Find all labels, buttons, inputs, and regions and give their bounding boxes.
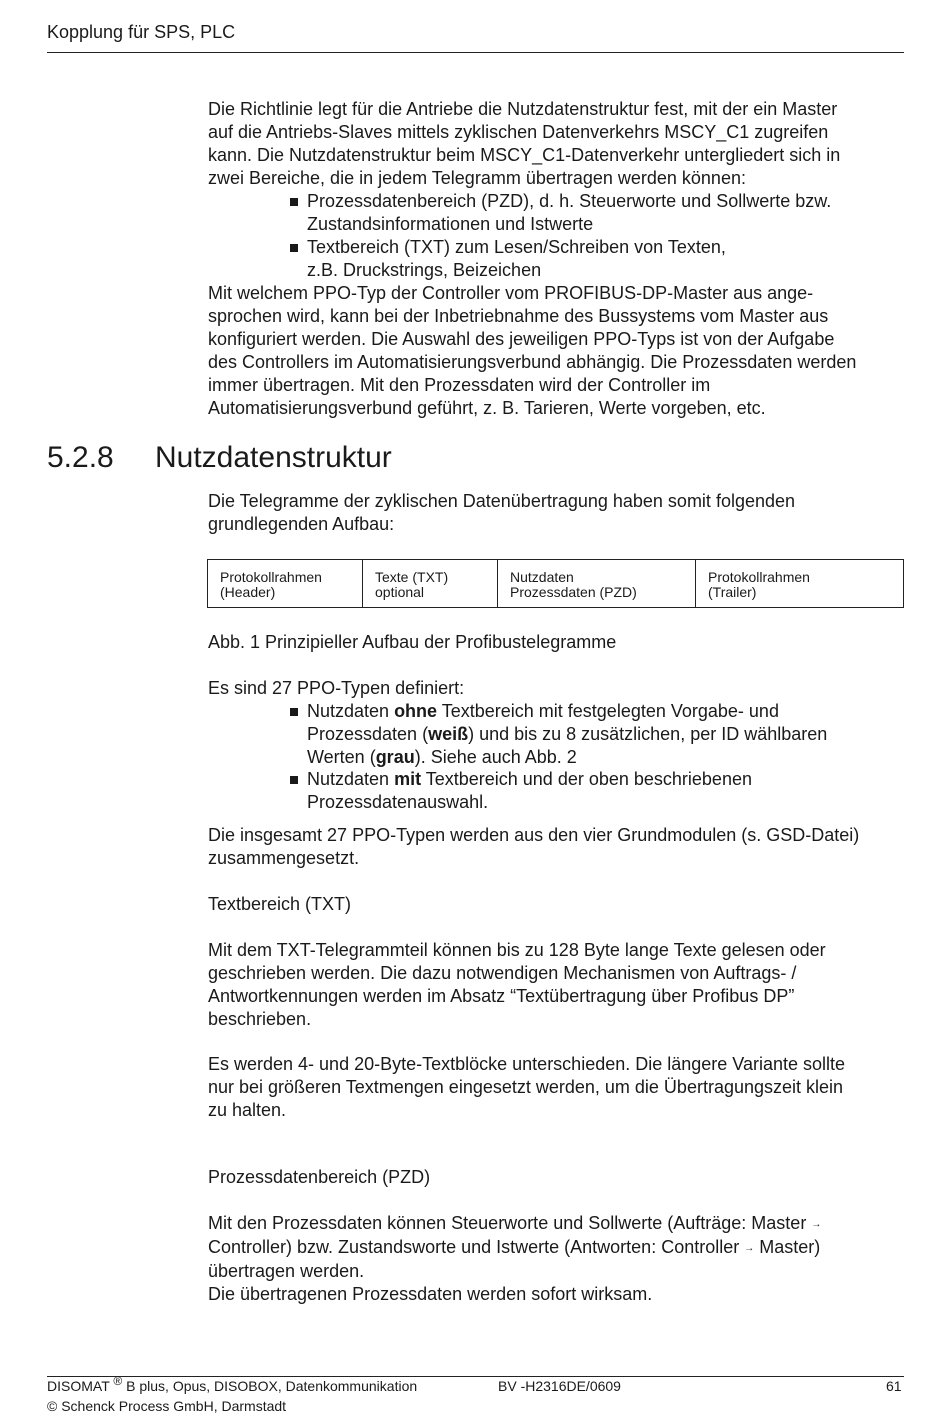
cell-line: (Trailer) — [708, 584, 757, 600]
txt-heading — [208, 893, 908, 916]
text-line: geschrieben werden. Die dazu notwendigen Mechanismen von Auftrags- / — [208, 963, 797, 983]
text-line: grundlegenden Aufbau: — [208, 514, 395, 534]
text-line: beschrieben. — [208, 1009, 312, 1029]
text-line: zusammengesetzt. — [208, 848, 360, 868]
cell-line: Protokollrahmen — [220, 569, 322, 585]
footer-divider — [47, 1376, 904, 1377]
text-line: Prozessdaten (weiß) und bis zu 8 zusätzlichen, per ID wählbaren — [307, 724, 828, 744]
bullet-with-text — [288, 768, 752, 814]
bullet-square-icon — [290, 776, 298, 784]
text-line: Die Telegramme der zyklischen Datenübertragung haben somit folgenden — [208, 491, 796, 511]
text-line: Die Richtlinie legt für die Antriebe die Nutzdatenstruktur fest, mit der ein Master — [208, 99, 838, 119]
footer-product: DISOMAT ® B plus, Opus, DISOBOX, Datenkommunikation — [47, 1374, 418, 1394]
cell-line: optional — [375, 584, 425, 600]
section-number: 5.2.8 — [47, 441, 114, 474]
txt-paragraph-1 — [208, 939, 908, 1031]
table-cell-texts — [363, 560, 498, 607]
table-cell-trailer — [696, 560, 903, 607]
figure-caption — [208, 631, 908, 654]
cell-line: Prozessdaten (PZD) — [510, 584, 637, 600]
pzd-heading — [208, 1166, 908, 1189]
ppo-types-intro — [208, 677, 908, 700]
bullet-txt — [288, 236, 726, 282]
text-line: zu halten. — [208, 1100, 287, 1120]
ppo-paragraph — [208, 282, 908, 420]
page-number: 61 — [886, 1378, 902, 1394]
cell-line: Nutzdaten — [510, 569, 574, 585]
bullet-square-icon — [290, 198, 298, 206]
text-line: Textbereich (TXT) zum Lesen/Schreiben von Texten, — [307, 237, 726, 257]
text-line: Mit welchem PPO-Typ der Controller vom PROFIBUS-DP-Master aus ange- — [208, 283, 814, 303]
cell-line: Protokollrahmen — [708, 569, 810, 585]
bullet-without-text — [288, 700, 827, 769]
text-line: Prozessdatenbereich (PZD), d. h. Steuerworte und Sollwerte bzw. — [307, 191, 832, 211]
ppo-summary — [208, 824, 908, 870]
text-line: sprochen wird, kann bei der Inbetriebnahme des Bussystems vom Master aus — [208, 306, 829, 326]
arrow-right-icon: → — [744, 1243, 755, 1254]
arrow-right-icon: → — [811, 1219, 822, 1230]
text-line: auf die Antriebs-Slaves mittels zyklischen Datenverkehrs MSCY_C1 zugreifen — [208, 122, 829, 142]
text-line: Abb. 1 Prinzipieller Aufbau der Profibustelegramme — [208, 632, 617, 652]
text-line: Prozessdatenauswahl. — [307, 792, 489, 812]
text-line: immer übertragen. Mit den Prozessdaten wird der Controller im — [208, 375, 711, 395]
text-line: Prozessdatenbereich (PZD) — [208, 1167, 431, 1187]
cell-line: (Header) — [220, 584, 276, 600]
table-cell-payload — [498, 560, 696, 607]
text-line: kann. Die Nutzdatenstruktur beim MSCY_C1-Datenverkehr untergliedert sich in — [208, 145, 841, 165]
text-line: Zustandsinformationen und Istwerte — [307, 214, 594, 234]
cell-line: Texte (TXT) — [375, 569, 449, 585]
running-header: Kopplung für SPS, PLC — [47, 22, 236, 42]
text-line: nur bei größeren Textmengen eingesetzt werden, um die Übertragungszeit klein — [208, 1077, 844, 1097]
header-divider — [47, 52, 904, 53]
text-line: zwei Bereiche, die in jedem Telegramm übertragen werden können: — [208, 168, 746, 188]
text-line: Nutzdaten mit Textbereich und der oben beschriebenen — [307, 769, 752, 789]
section-title: Nutzdatenstruktur — [155, 441, 392, 474]
table-cell-header — [208, 560, 363, 607]
text-line: konfiguriert werden. Die Auswahl des jeweiligen PPO-Typs ist von der Aufgabe — [208, 329, 835, 349]
text-line: Die übertragenen Prozessdaten werden sofort wirksam. — [208, 1284, 653, 1304]
text-line: z.B. Druckstrings, Beizeichen — [307, 260, 542, 280]
text-line: des Controllers im Automatisierungsverbund abhängig. Die Prozessdaten werden — [208, 352, 857, 372]
footer-copyright: © Schenck Process GmbH, Darmstadt — [47, 1398, 287, 1414]
text-line: übertragen werden. — [208, 1261, 365, 1281]
text-line: Antwortkennungen werden im Absatz “Textübertragung über Profibus DP” — [208, 986, 795, 1006]
text-line: Mit dem TXT-Telegrammteil können bis zu 128 Byte lange Texte gelesen oder — [208, 940, 826, 960]
text-line: Automatisierungsverbund geführt, z. B. Tarieren, Werte vorgeben, etc. — [208, 398, 766, 418]
text-line: Textbereich (TXT) — [208, 894, 352, 914]
section-intro — [208, 490, 908, 536]
text-line: Nutzdaten ohne Textbereich mit festgelegten Vorgabe- und — [307, 701, 779, 721]
text-line: Mit den Prozessdaten können Steuerworte und Sollwerte (Aufträge: Master → — [208, 1213, 822, 1233]
text-line: Es werden 4- und 20-Byte-Textblöcke unterschieden. Die längere Variante sollte — [208, 1054, 846, 1074]
text-line: Die insgesamt 27 PPO-Typen werden aus den vier Grundmodulen (s. GSD-Datei) — [208, 825, 860, 845]
bullet-square-icon — [290, 708, 298, 716]
registered-mark: ® — [113, 1374, 123, 1388]
footer-doc-id: BV -H2316DE/0609 — [498, 1378, 621, 1394]
text-line: Werten (grau). Siehe auch Abb. 2 — [307, 747, 577, 767]
intro-paragraph — [208, 98, 908, 190]
text-line: Es sind 27 PPO-Typen definiert: — [208, 678, 465, 698]
text-line: Controller) bzw. Zustandsworte und Istwerte (Antworten: Controller → Master) — [208, 1237, 821, 1257]
telegram-structure-table — [207, 559, 904, 608]
bullet-square-icon — [290, 244, 298, 252]
bullet-pzd — [288, 190, 831, 236]
pzd-paragraph — [208, 1212, 908, 1306]
txt-paragraph-2 — [208, 1053, 908, 1122]
